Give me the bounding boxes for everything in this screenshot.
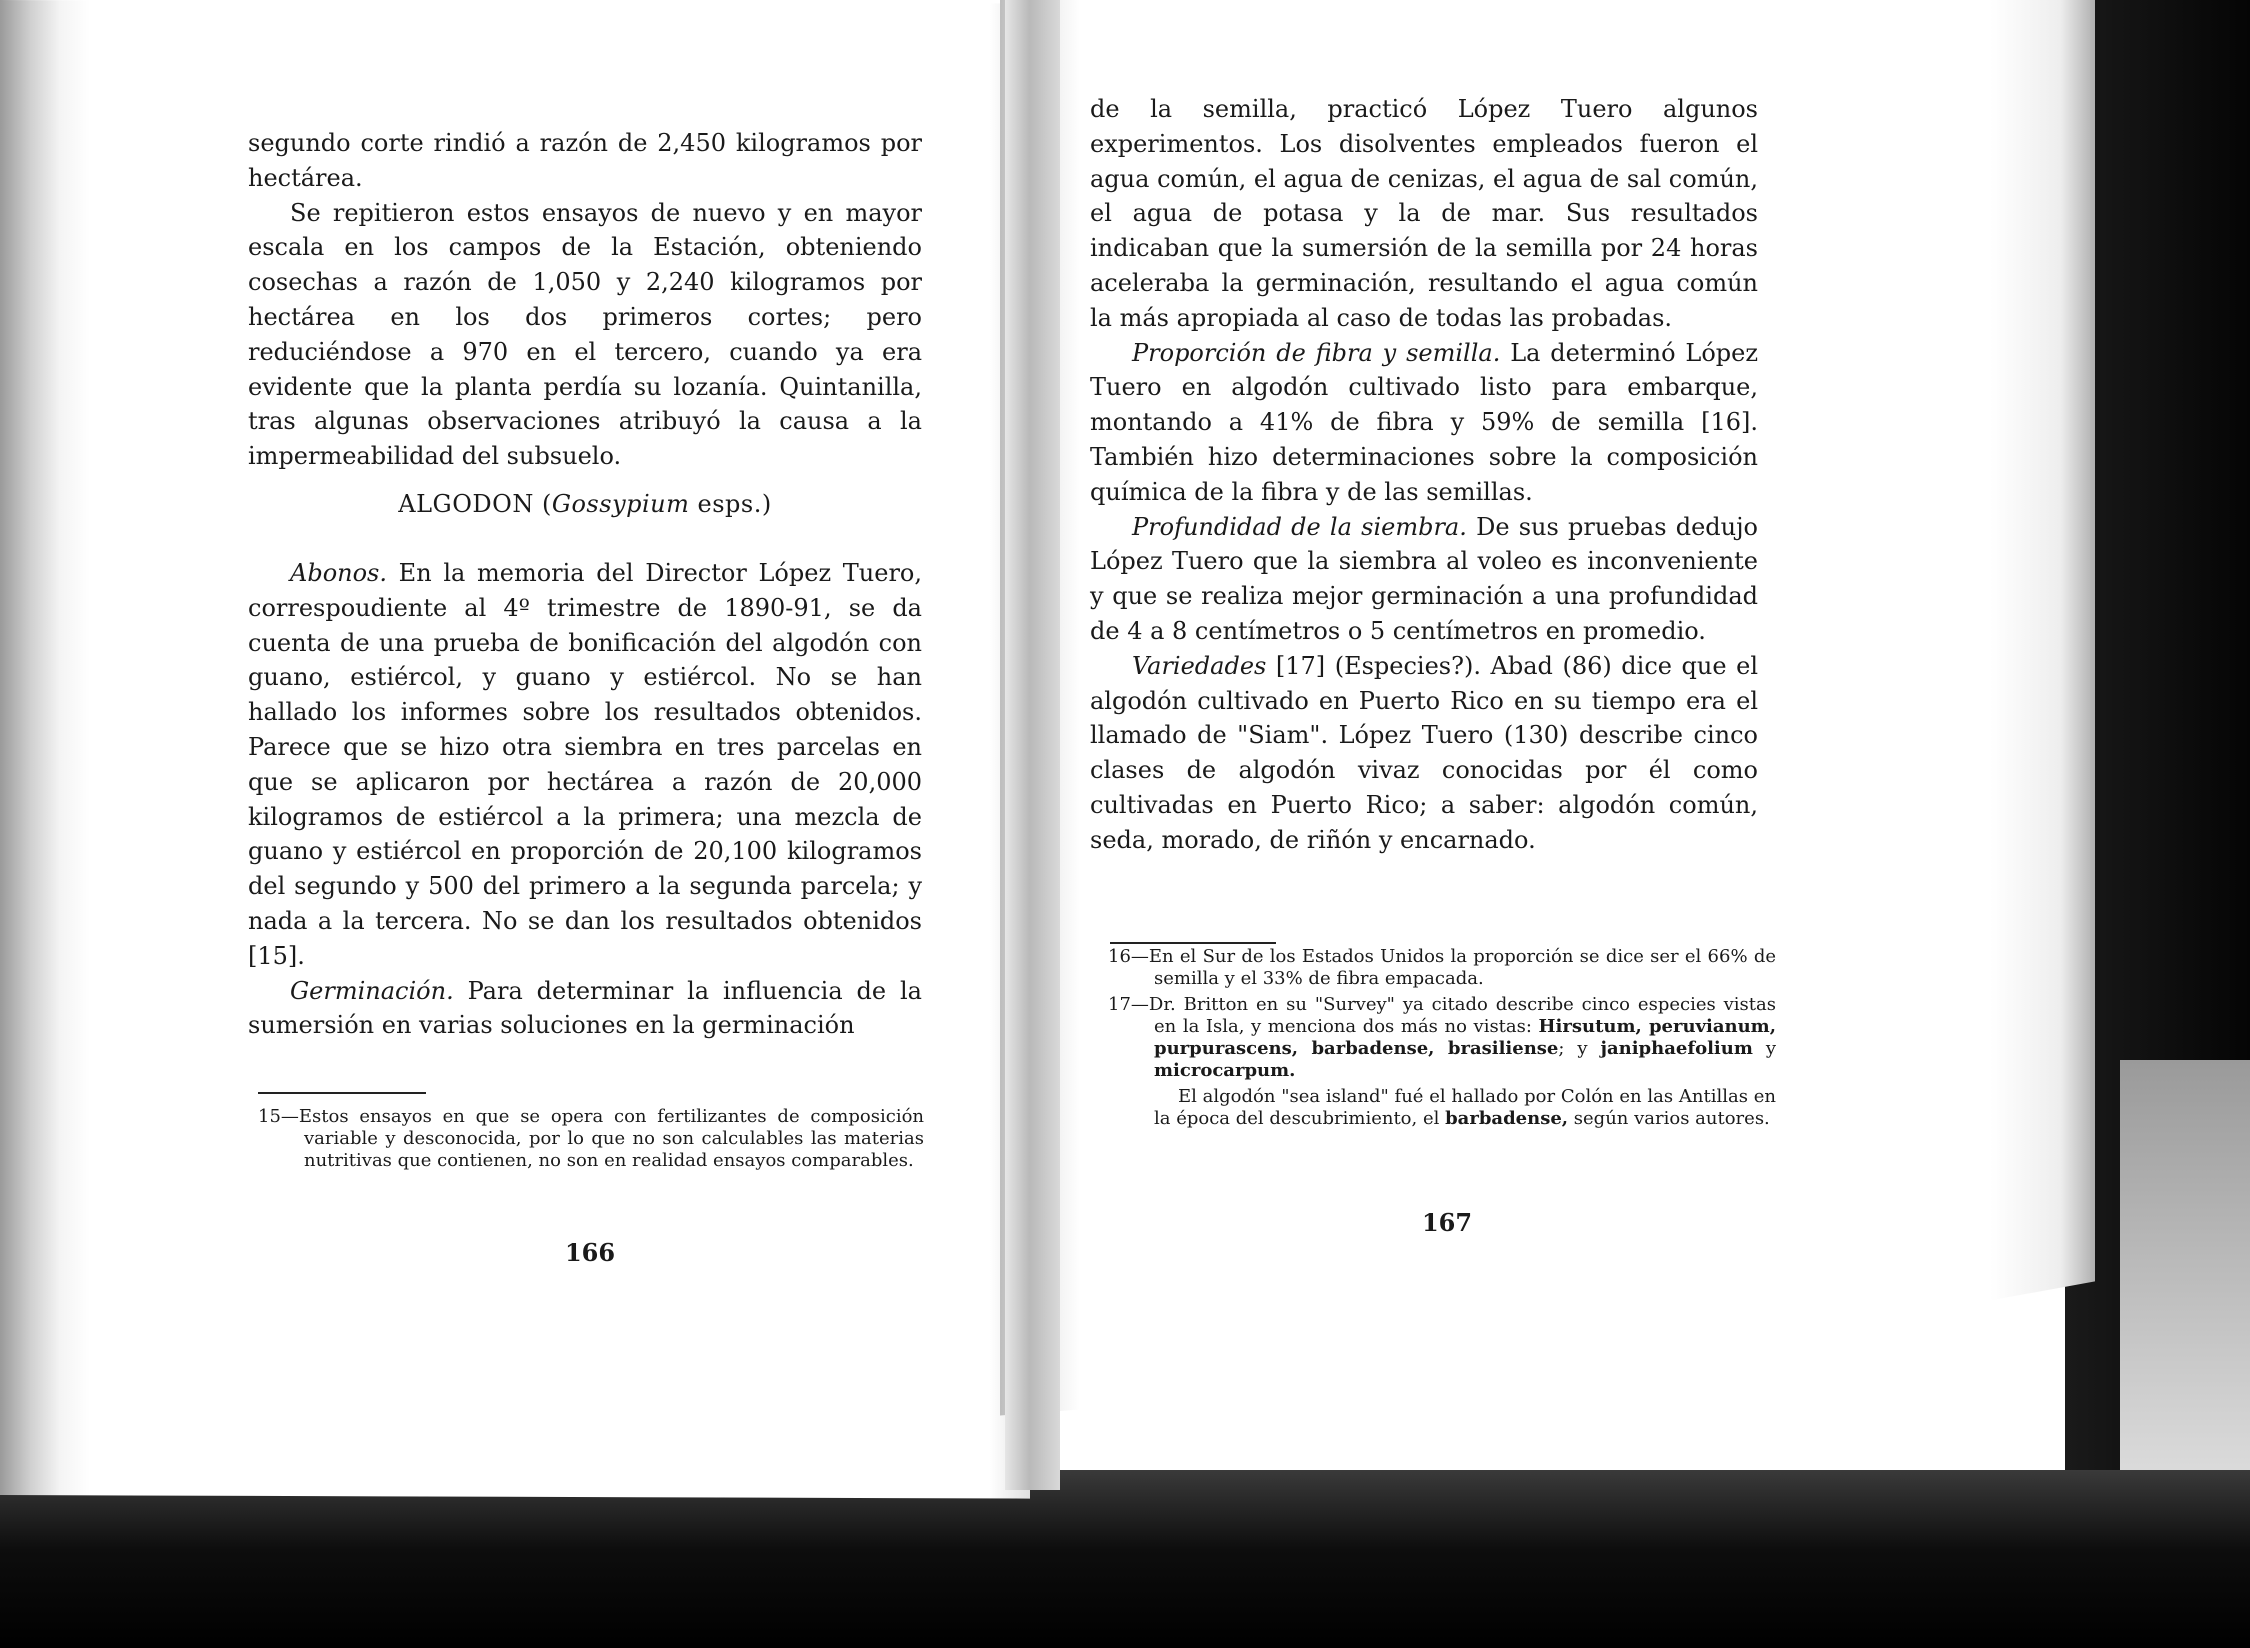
- proporcion-paragraph: [1090, 336, 1758, 510]
- footnote-17-continuation: [1108, 1086, 1776, 1130]
- section-heading-algodon: [248, 490, 922, 518]
- heading-suffix: esps.): [689, 490, 772, 518]
- variedades-text: [17] (Especies?). Abad (86) dice que el algodón cultivado en Puerto Rico en su tiempo era el llamado de "Siam". López Tuero (130) describe cinco clases de algodón vivaz conocidas por él como cultivadas en Puerto Rico; a saber: algodón común, seda, morado, de riñón y encarnado.: [1090, 651, 1758, 854]
- book-gutter: [1005, 0, 1060, 1490]
- scanner-shadow-bottom: [0, 1470, 2250, 1648]
- germinacion-text: Para determinar la influencia de la sumersión en varias soluciones en la germinación: [248, 976, 922, 1040]
- profundidad-text: De sus pruebas dedujo López Tuero que la siembra al voleo es inconveniente y que se realiza mejor germinación a una profundidad de 4 a 8 centímetros o 5 centímetros en promedio.: [1090, 512, 1759, 645]
- footnote-15: 15—Estos ensayos en que se opera con fertilizantes de composición variable y desconocida, por lo que no son calculables las materias nutritivas que contienen, no son en realidad ensayos comparables.: [258, 1106, 924, 1171]
- abonos-paragraph: [248, 556, 922, 974]
- proporcion-title: Proporción de fibra y semilla.: [1132, 338, 1501, 367]
- footnote-17-species-2: janiphaefolium: [1600, 1038, 1753, 1059]
- variedades-paragraph: [1090, 649, 1758, 858]
- page-number-right: 167: [1421, 1208, 1473, 1237]
- footnote-17-text-b: ; y: [1558, 1038, 1601, 1059]
- scanner-shadow-right-lower: [2120, 1060, 2250, 1480]
- germinacion-paragraph: [248, 974, 922, 1044]
- footnote-17-cont-bold: barbadense,: [1445, 1108, 1569, 1129]
- right-page-text: [1090, 92, 1758, 858]
- footnote-17: [1108, 994, 1776, 1082]
- germinacion-title: Germinación.: [290, 976, 454, 1005]
- abonos-text: En la memoria del Director López Tuero, correspoudiente al 4º trimestre de 1890-91, se da cuenta de una prueba de bonificación del algodón con guano, estiércol, y guano y estiércol. No se han hallado los informes sobre los resultados obtenidos. Parece que se hizo otra siembra en tres parcelas en que se aplicaron por hectárea a razón de 20,000 kilogramos de estiércol a la primera; una mezcla de guano y estiércol en proporción de 20,100 kilogramos del segundo y 500 del primero a la segunda parcela; y nada a la tercera. No se dan los resultados obtenidos [15].: [248, 559, 922, 970]
- footnote-17-text-c: y: [1752, 1038, 1776, 1059]
- variedades-title: Variedades: [1132, 651, 1267, 680]
- right-paragraph-1: de la semilla, practicó López Tuero algunos experimentos. Los disolventes empleados fueron el agua común, el agua de cenizas, el agua de sal común, el agua de potasa y la de mar. Sus resultados indicaban que la sumersión de la semilla por 24 horas aceleraba la germinación, resultando el agua común la más apropiada al caso de todas las probadas.: [1090, 95, 1758, 332]
- profundidad-title: Profundidad de la siembra.: [1132, 512, 1467, 541]
- proporcion-text: La determinó López Tuero en algodón cultivado listo para embarque, montando a 41% de fibra y 59% de semilla [16]. También hizo determinaciones sobre la composición química de la fibra y de las semillas.: [1090, 338, 1758, 506]
- right-footnotes: [1108, 946, 1776, 1130]
- heading-text: ALGODON (: [398, 490, 552, 518]
- left-footnote-rule: [258, 1092, 426, 1094]
- left-page-text-2: [248, 556, 922, 1043]
- abonos-title: Abonos.: [290, 559, 387, 587]
- footnote-17-species-1: Hirsutum, peruvianum, purpurascens, barbadense, brasiliense: [1154, 1016, 1776, 1059]
- footnote-17-cont-a: El algodón "sea island" fué el hallado por Colón en las Antillas en la época del descubrimiento, el: [1154, 1086, 1776, 1129]
- footnote-17-cont-b: según varios autores.: [1568, 1108, 1770, 1129]
- heading-latin-name: Gossypium: [551, 490, 690, 518]
- right-footnote-rule: [1110, 942, 1276, 944]
- profundidad-paragraph: [1090, 510, 1758, 649]
- left-paragraph-1: segundo corte rindió a razón de 2,450 kilogramos por hectárea.: [248, 129, 922, 192]
- left-paragraph-2: Se repitieron estos ensayos de nuevo y en mayor escala en los campos de la Estación, obteniendo cosechas a razón de 1,050 y 2,240 kilogramos por hectárea en los dos primeros cortes; pero reduciéndose a 970 en el tercero, cuando ya era evidente que la planta perdía su lozanía. Quintanilla, tras algunas observaciones atribuyó la causa a la impermeabilidad del subsuelo.: [248, 198, 922, 471]
- left-footnotes: [258, 1106, 924, 1176]
- footnote-17-species-3: microcarpum.: [1154, 1060, 1296, 1081]
- page-number-left: 166: [564, 1238, 616, 1267]
- footnote-16: 16—En el Sur de los Estados Unidos la proporción se dice ser el 66% de semilla y el 33% de fibra empacada.: [1108, 946, 1776, 989]
- footnote-17-text-a: 17—Dr. Britton en su "Survey" ya citado describe cinco especies vistas en la Isla, y menciona dos más no vistas:: [1108, 994, 1776, 1037]
- left-page-text: [248, 126, 922, 474]
